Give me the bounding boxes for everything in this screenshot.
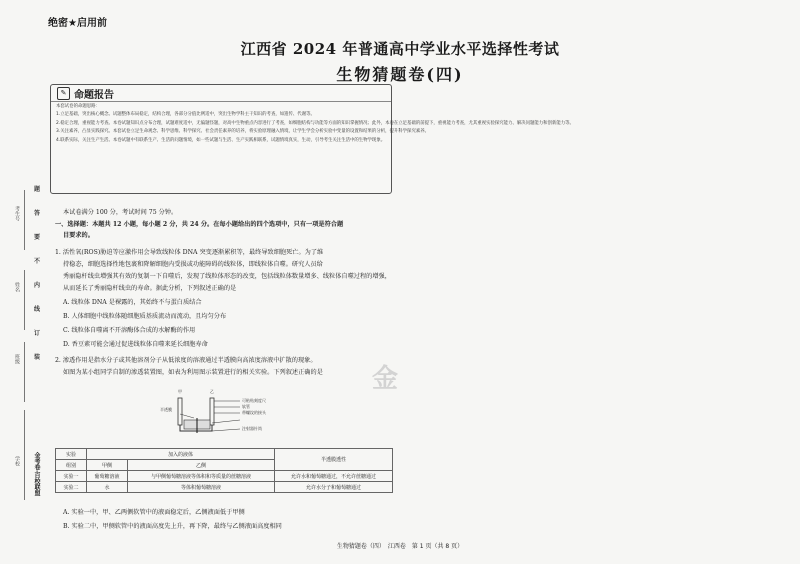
- jia-label: 甲: [178, 389, 182, 394]
- page-footer: 生物猜题卷（四） 江西卷 第 1 页（共 8 页）: [336, 543, 464, 550]
- seal-char: 线: [34, 306, 41, 313]
- seal-char: 题: [34, 186, 41, 193]
- table-header: 加入的液体: [87, 449, 275, 460]
- watermark: 金: [371, 364, 398, 394]
- table-cell: 等体积葡萄糖溶液: [128, 482, 275, 493]
- table-header: 实验: [56, 449, 87, 460]
- report-line: 本套试卷的命题思路：: [56, 104, 100, 109]
- q2-stem: 如图为某小组同学自制的渗透装置图，如表为利用图示装置进行的相关实验。下列叙述正确的是: [63, 369, 323, 376]
- exam-intro: 本试卷满分 100 分，考试时间 75 分钟。: [63, 209, 178, 216]
- osmosis-apparatus: [160, 389, 310, 435]
- membrane-label: 半透膜: [160, 407, 172, 412]
- report-line: 2.稳定合理，重视能力考查。本卷试题知识点分布合理，试题难度适中，无偏题怪题，对高中生物重点内容进行了考查，如细胞结构与功能等方面的知识掌握情况；此外，本卷在立足基础的前提下，重视能力考查，尤其重视实验探究能力、解决问题能力和创新能力等。: [56, 120, 574, 126]
- report-line: 3.关注素养，凸显实践探究。本套试卷立足生命观念、科学思维、科学探究、社会责任素养的培养，将实验原理融入情境，让学生学会分析实验中变量的设置和结果的分析，提升科学探究素养。: [56, 129, 430, 135]
- table-row: [56, 482, 393, 493]
- write-line: [24, 270, 25, 330]
- q1-stem: 从而延长了秀丽隐杆线虫的寿命。据此分析，下列叙述正确的是: [63, 285, 237, 292]
- school-label: 学校: [14, 456, 20, 466]
- section-heading-cont: 目要求的。: [63, 232, 94, 239]
- q1-stem: 1. 活性氧(ROS)胁迫等应激作用会导致线粒体 DNA 突变逐渐累积等，最终导致细胞死亡。为了维: [55, 249, 324, 256]
- table-cell: 允许水分子和葡萄糖通过: [275, 482, 393, 493]
- report-line: 1.立足基础，突出核心概念。试题整体布局稳定，结构合理，各部分分值比例适中，突出生物学科主干知识的考查，如遗传、代谢等。: [56, 112, 315, 118]
- secret-label: 绝密★启用前: [48, 18, 107, 29]
- table-header: 乙侧: [128, 460, 275, 471]
- exam-title: 江西省 2024 年普通高中学业水平选择性考试: [240, 40, 560, 58]
- apparatus-drawing: [160, 393, 310, 435]
- report-divider: [51, 101, 391, 102]
- seal-char: 内: [34, 282, 41, 289]
- exam-number-label: 考生号: [14, 206, 20, 221]
- binding-strip: [4, 186, 48, 530]
- pen-icon: ✎: [57, 87, 70, 100]
- yi-label: 乙: [210, 389, 214, 394]
- q1-option-d: D. 香豆素可能会通过促进线粒体自噬来延长细胞寿命: [63, 341, 208, 348]
- seal-char: 要: [34, 234, 41, 241]
- name-label: 姓名: [14, 282, 20, 292]
- q1-option-b: B. 人体细胞中线粒体随细胞质基质流动而流动，且均匀分布: [63, 313, 227, 320]
- q1-stem: 持稳态，细胞选择性地包裹和降解细胞内受损或功能障碍的线粒体，即线粒体自噬。研究人员给: [63, 261, 323, 268]
- q1-option-c: C. 线粒体自噬离不开溶酶体合成的水解酶的作用: [63, 327, 196, 334]
- report-title: 命题报告: [74, 89, 114, 101]
- write-line: [24, 190, 25, 250]
- seal-char: 装: [34, 354, 41, 361]
- table-cell: 实验二: [56, 482, 87, 493]
- report-line: 4.联系实际，关注生产生活。本卷试题中有联系生产、生活的问题情境，如一些试题与生活、生产实践相联系，试题情境真实，生动，引导考生关注生活中的生物学现象。: [56, 137, 386, 143]
- hose-label: 软管: [242, 404, 250, 409]
- q1-option-a: A. 线粒体 DNA 是裸露的，其始终不与蛋白质结合: [63, 299, 202, 306]
- report-body: [56, 103, 574, 145]
- class-label: 班级: [14, 354, 20, 364]
- experiment-table: [55, 448, 393, 493]
- scale-label: 可粘贴刻度尺: [242, 398, 266, 403]
- write-line: [24, 342, 25, 402]
- table-header: 甲侧: [87, 460, 128, 471]
- seal-char: 答: [34, 210, 41, 217]
- seal-char: 不: [34, 258, 41, 265]
- table-cell: 水: [87, 482, 128, 493]
- write-line: [24, 410, 25, 500]
- table-header-row: [56, 449, 393, 460]
- q1-stem: 秀丽隐杆线虫增强其有效的复制一下自噬后，发现了线粒体形态的改变，包括线粒体数量增多、线粒体自噬过程的增强，: [63, 273, 391, 280]
- valve-label: 带螺纹的接头: [242, 410, 266, 415]
- table-cell: 葡萄糖溶液: [87, 471, 128, 482]
- q2-option-b: B. 实验二中，甲侧软管中的液面高度先上升，再下降，最终与乙侧液面高度相同: [63, 523, 282, 530]
- table-header: 组别: [56, 460, 87, 471]
- report-box: [50, 84, 574, 194]
- paper-title: 生物猜题卷(四): [336, 65, 464, 84]
- table-row: [56, 471, 393, 482]
- q2-option-a: A. 实验一中，甲、乙两侧软管中的液面稳定后，乙侧液面低于甲侧: [63, 509, 245, 516]
- seal-char: 订: [34, 330, 41, 337]
- report-header: [57, 85, 114, 101]
- table-header: 半透膜透性: [275, 449, 393, 471]
- q2-stem: 2. 渗透作用是指水分子或其他溶剂分子从低浓度的溶液通过半透膜向高浓度溶液中扩散的现象。: [55, 357, 317, 364]
- table-cell: 与甲侧葡萄糖溶液等体积和等质量的蔗糖溶液: [128, 471, 275, 482]
- table-cell: 允许水和葡萄糖通过，不允许蔗糖通过: [275, 471, 393, 482]
- table-cell: 实验一: [56, 471, 87, 482]
- syringe-label: 注射器针筒: [242, 426, 262, 431]
- brand-label: 金考卷·百校联盟: [33, 452, 40, 497]
- section-heading: 一、选择题：本题共 12 小题，每小题 2 分，共 24 分。在每小题给出的四个选项中，只有一项是符合题: [55, 221, 344, 228]
